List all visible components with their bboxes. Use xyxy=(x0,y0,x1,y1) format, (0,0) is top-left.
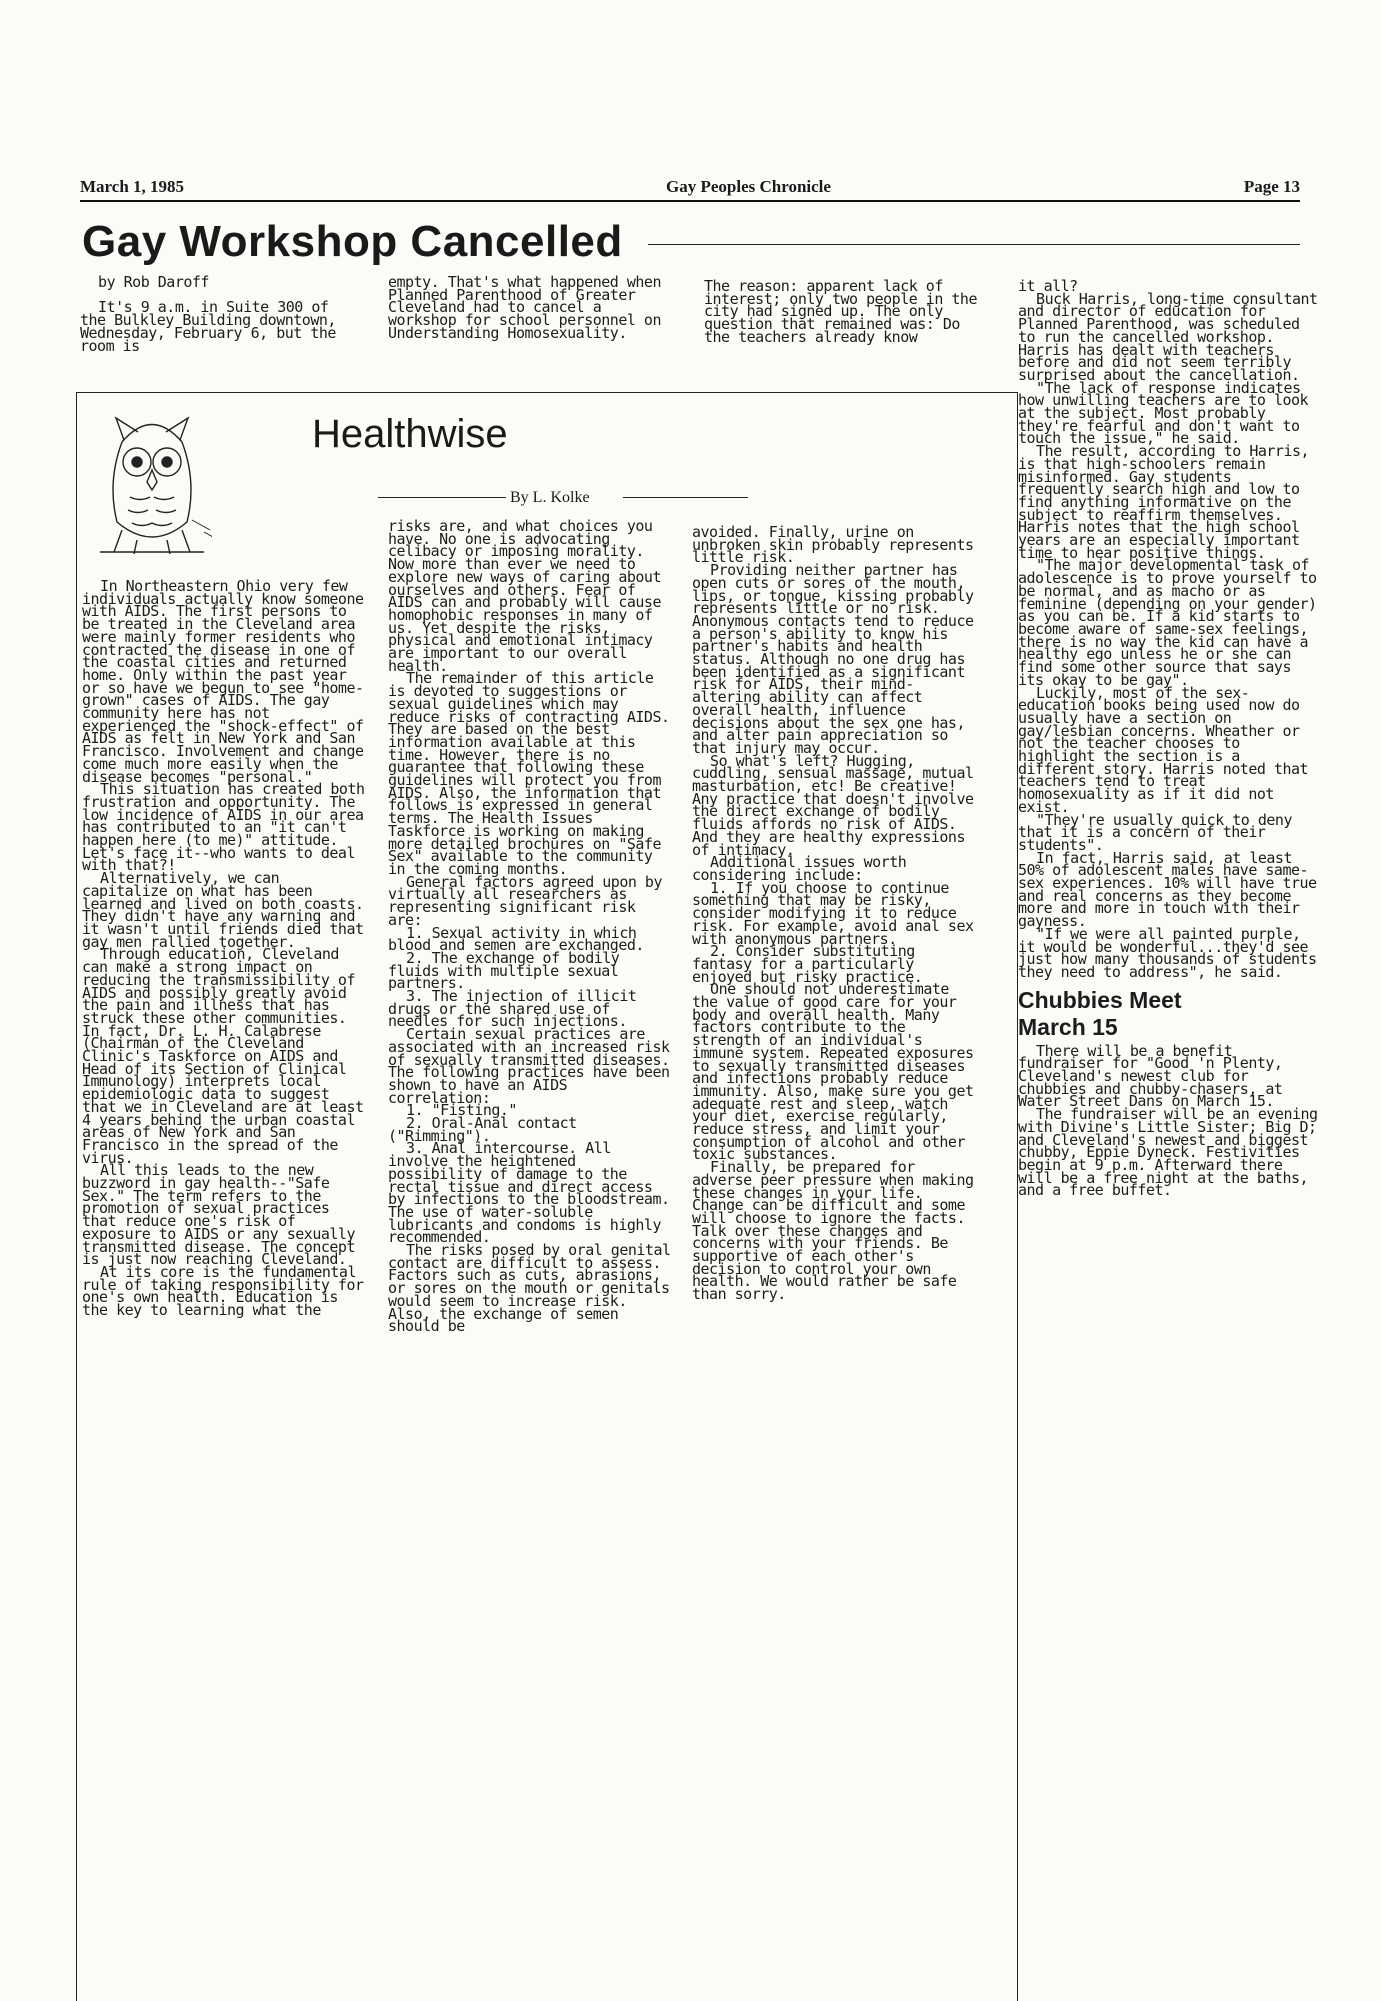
chubbies-headline-line1: Chubbies Meet xyxy=(1018,986,1182,1013)
paragraph: At its core is the fundamental rule of taking responsibility for one's own health. Education is the key to learning what the xyxy=(82,1262,364,1320)
workshop-column-3-body xyxy=(704,277,986,346)
paragraph: There will be a benefit fundraiser for "Good 'n Plenty, Cleveland's newest club for chubbies and chubby-chasers, at Water Street Dans on March 15. xyxy=(1018,1041,1283,1111)
workshop-headline: Gay Workshop Cancelled xyxy=(82,217,623,266)
paragraph: 1. "Fisting." xyxy=(406,1101,517,1120)
paragraph: 1. If you choose to continue something that may be risky, consider modifying it to reduce risk. For example, avoid anal sex with anonymous partners. xyxy=(692,878,974,948)
chubbies-headline-line2: March 15 xyxy=(1018,1013,1118,1040)
workshop-column-2 xyxy=(388,273,670,342)
paragraph: Buck Harris, long-time consultant and director of education for Planned Parenthood, was scheduled to run the cancelled workshop. Harris has dealt with teachers before and did not seem terribly surprised about the cancellation. xyxy=(1018,289,1318,384)
paragraph: 2. Consider substituting fantasy for a particularly enjoyed but risky practice. xyxy=(692,942,923,986)
byline-rule-left xyxy=(378,497,506,498)
chubbies-body xyxy=(1018,1041,1318,1200)
paragraph: it all? xyxy=(1018,277,1078,295)
page-number: Page 13 xyxy=(1243,177,1300,196)
paragraph: All this leads to the new buzzword in gay health--"Safe Sex." The term refers to the promotion of sexual practices that reduce one's risk of exposure to AIDS or any sexually transmitted disease. The concept is just now reaching Cleveland. xyxy=(82,1161,355,1269)
healthwise-column-1-body xyxy=(82,577,372,1320)
paragraph: 3. Anal intercourse. All involve the heightened possibility of damage to the rectal tissue and direct access by infections to the bloodstream. The use of water-soluble lubricants and condoms is highly recommended. xyxy=(388,1139,670,1247)
workshop-byline: by Rob Daroff xyxy=(98,273,209,291)
workshop-column-1-body xyxy=(80,298,350,355)
paragraph: risks are, and what choices you have. No one is advocating celibacy or imposing morality. Now more than ever we need to explore new ways of caring about ourselves and others. Fear of AIDS can and probably will cause homophobic responses in many of us. Yet despite the risks, physical and emotional intimacy are important to our overall health. xyxy=(388,517,661,675)
paragraph: 3. The injection of illicit drugs or the shared use of needles for such injections. xyxy=(388,987,637,1031)
healthwise-column-1 xyxy=(82,577,372,1320)
paragraph: "The major developmental task of adolescence is to prove yourself to be normal, and as macho or as feminine (depending on your gender) as you can be. If a kid starts to become aware of same-sex feelings, there is no way the kid can have a healthy ego unless he or she can find some other source that says its okay to be gay". xyxy=(1018,556,1317,689)
workshop-column-1 xyxy=(80,273,350,355)
healthwise-author: By L. Kolke xyxy=(510,489,590,506)
healthwise-column-2 xyxy=(388,517,678,1336)
owl-illustration xyxy=(92,402,212,562)
paragraph: The risks posed by oral genital contact are difficult to assess. Factors such as cuts, abrasions, or sores on the mouth or genitals would seem to increase risk. Also, the exchange of semen should be xyxy=(388,1241,671,1336)
paragraph: 2. The exchange of bodily fluids with multiple sexual partners. xyxy=(388,948,620,993)
paragraph: 1. Sexual activity in which blood and semen are exchanged. xyxy=(388,923,644,955)
publication-name: Gay Peoples Chronicle xyxy=(666,177,831,196)
paragraph: 2. Oral-Anal contact ("Rimming"). xyxy=(388,1114,577,1145)
healthwise-column-3-body xyxy=(692,523,982,1304)
paragraph: One should not underestimate the value of good care for your body and overall health. Many factors contribute to the strength of an individual's immune system. Repeated exposures to sexually transmitted diseases and infections probably reduce immunity. Also, make sure you get adequate rest and sleep, watch your diet, exercise regularly, reduce stress, and limit your consumption of alcohol and other toxic substances. xyxy=(692,980,974,1164)
paragraph: The remainder of this article is devoted to suggestions or sexual guidelines which may reduce risks of contracting AIDS. They are based on the best information available at this time. However, there is no guarantee that following these guidelines will protect you from AIDS. Also, the information that follows is expressed in general terms. The Health Issues Taskforce is working on making more detailed brochures on "Safe Sex" available to the community in the coming months. xyxy=(388,669,670,878)
issue-date: March 1, 1985 xyxy=(80,177,185,196)
workshop-column-4 xyxy=(1018,277,1318,1200)
byline-rule-right xyxy=(623,497,748,498)
paragraph: Alternatively, we can capitalize on what has been learned and lived on both coasts. They didn't have any warning and it wasn't until friends died that gay men rallied together. xyxy=(82,869,364,951)
workshop-column-2-body xyxy=(388,273,670,342)
paragraph: empty. That's what happened when Planned Parenthood of Greater Cleveland had to cancel a workshop for school personnel on Understanding Homosexuality. xyxy=(388,273,661,342)
paragraph: Certain sexual practices are associated with an increased risk of sexually transmitted diseases. The following practices have been shown to have an AIDS correlation: xyxy=(388,1025,670,1107)
paragraph: Finally, be prepared for adverse peer pressure when making these changes in your life. Change can be difficult and some will choose to ignore the facts. Talk over these changes and concerns with your friends. Be supportive of each other's decision to control your own health. We would rather be safe than sorry. xyxy=(692,1158,974,1304)
healthwise-column-2-body xyxy=(388,517,678,1336)
headline-rule xyxy=(648,244,1300,245)
healthwise-column-3 xyxy=(692,523,982,1304)
paragraph: Through education, Cleveland can make a strong impact on reducing the transmissibility of AIDS and possibly greatly avoid the pain and illness that has struck these other communities. In fact, Dr. L. H. Calabrese (Chairman of the Cleveland Clinic's Taskforce on AIDS and Head of its Section of Clinical Immunology) interprets local epidemiologic data to suggest that we in Cleveland are at least 4 years behind the urban coastal areas of New York and San Francisco in the spread of the virus. xyxy=(82,945,364,1167)
paragraph: "They're usually quick to deny that it is a concern of their students". xyxy=(1018,810,1292,854)
paragraph: In Northeastern Ohio very few individuals actually know someone with AIDS. The first persons to be treated in the Cleveland area were mainly former residents who contracted the disease in one of the coastal cities and returned home. Only within the past year or so have we begun to see "home-grown" cases of AIDS. The gay community here has not experienced the "shock-effect" of AIDS as felt in New York and San Francisco. Involvement and change come much more easily when the disease becomes "personal." xyxy=(82,577,364,786)
paragraph: The result, according to Harris, is that high-schoolers remain misinformed. Gay students frequently search high and low to find anything informative on the subject to reaffirm themselves. Harris notes that the high school years are an especially important time to hear positive things. xyxy=(1018,442,1310,562)
paragraph: The fundraiser will be an evening with Divine's Little Sister; Big D; and Cleveland's newest and biggest chubby, Eppie Dyneck. Festivities begin at 9 p.m. Afterward there will be a free night at the baths, and a free buffet. xyxy=(1018,1105,1318,1200)
paragraph: "If we were all painted purple, it would be wonderful...they'd see just how many thousands of students they need to address", he said. xyxy=(1018,924,1317,981)
masthead-rule xyxy=(80,200,1300,202)
chubbies-headline xyxy=(1018,987,1318,1041)
paragraph: This situation has created both frustration and opportunity. The low incidence of AIDS in our area has contributed to an "it can't happen here (to me)" attitude. Let's face it--who wants to deal with that?! xyxy=(82,780,365,875)
paragraph: avoided. Finally, urine on unbroken skin probably represents little risk. xyxy=(692,523,974,567)
paragraph: It's 9 a.m. in Suite 300 of the Bulkley Building downtown, Wednesday, February 6, but the room is xyxy=(80,298,336,355)
healthwise-title: Healthwise xyxy=(312,412,508,456)
paragraph: Additional issues worth considering include: xyxy=(692,853,907,884)
paragraph: Luckily, most of the sex-education books being used now do usually have a section on gay/lesbian concerns. Wheather or not the teacher chooses to highlight the section is a different story. Harris noted that teachers tend to treat homosexuality as if it did not exist. xyxy=(1018,683,1309,816)
healthwise-byline xyxy=(378,488,748,508)
paragraph: "The lack of response indicates how unwilling teachers are to look at the subject. Most probably they're fearful and don't want to touch the issue," he said. xyxy=(1018,378,1309,448)
masthead xyxy=(80,177,1300,199)
paragraph: General factors agreed upon by virtually all researchers as representing significant risk are: xyxy=(388,872,662,929)
paragraph: So what's left? Hugging, cuddling, sensual massage, mutual masturbation, etc! Be creative! Any practice that doesn't involve the direct exchange of bodily fluids affords no risk of AIDS. And they are healthy expressions of intimacy. xyxy=(692,751,974,859)
workshop-column-3 xyxy=(704,277,986,346)
workshop-column-4-body xyxy=(1018,277,1318,981)
paragraph: Providing neither partner has open cuts or sores of the mouth, lips, or tongue, kissing probably represents little or no risk. Anonymous contacts tend to reduce a person's ability to know his partner's habits and health status. Although no one drug has been identified as a significant risk for AIDS, their mind-altering ability can affect overall health, influence decisions about the sex one has, and alter pain appreciation so that injury may occur. xyxy=(692,561,974,757)
paragraph: The reason: apparent lack of interest; only two people in the city had signed up. The only question that remained was: Do the teachers already know xyxy=(704,277,977,346)
paragraph: In fact, Harris said, at least 50% of adolescent males have same-sex experiences. 10% will have true and real concerns as they become more and more in touch with their gayness. xyxy=(1018,848,1317,931)
